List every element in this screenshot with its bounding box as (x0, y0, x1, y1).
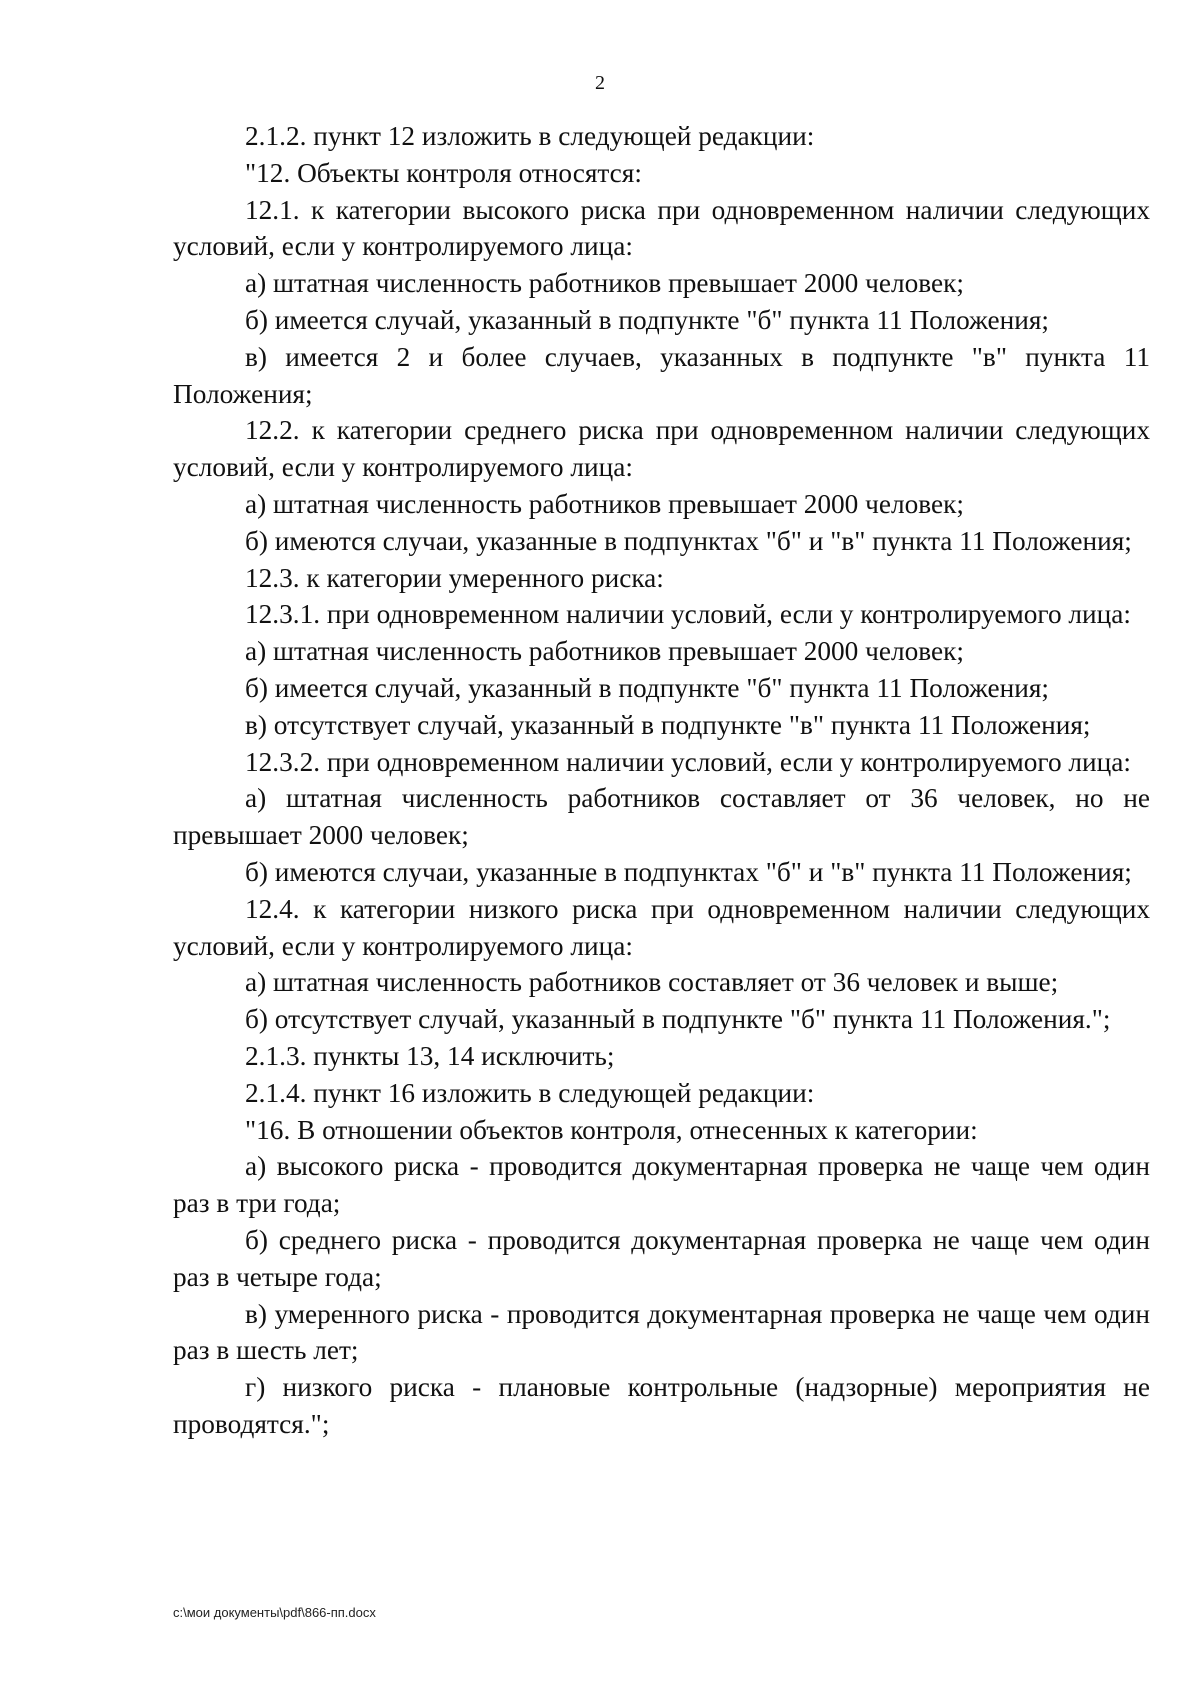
paragraph: б) имеются случаи, указанные в подпунктах "б" и "в" пункта 11 Положения; (245, 856, 1132, 887)
paragraph: в) умеренного риска - проводится документарная проверка не чаще чем один раз в шесть лет; (173, 1298, 1150, 1366)
paragraph: 12.3.2. при одновременном наличии условий, если у контролируемого лица: (245, 746, 1131, 777)
paragraph: б) имеется случай, указанный в подпункте "б" пункта 11 Положения; (245, 672, 1050, 703)
paragraph: 12.3. к категории умеренного риска: (245, 562, 664, 593)
paragraph: "16. В отношении объектов контроля, отнесенных к категории: (245, 1114, 978, 1145)
paragraph: в) имеется 2 и более случаев, указанных в подпункте "в" пункта 11 Положения; (173, 341, 1150, 409)
footer-file-path: c:\мои документы\pdf\866-пп.docx (173, 1605, 376, 1620)
paragraph: б) имеется случай, указанный в подпункте "б" пункта 11 Положения; (245, 304, 1050, 335)
paragraph: 12.4. к категории низкого риска при одновременном наличии следующих условий, если у контролируемого лица: (173, 893, 1150, 961)
paragraph: б) среднего риска - проводится документарная проверка не чаще чем один раз в четыре года; (173, 1224, 1150, 1292)
paragraph: 12.2. к категории среднего риска при одновременном наличии следующих условий, если у контролируемого лица: (173, 415, 1150, 483)
paragraph: б) отсутствует случай, указанный в подпункте "б" пункта 11 Положения."; (245, 1004, 1111, 1035)
paragraph: 2.1.3. пункты 13, 14 исключить; (245, 1040, 615, 1071)
paragraph: а) штатная численность работников превышает 2000 человек; (245, 268, 964, 299)
paragraph: а) высокого риска - проводится документарная проверка не чаще чем один раз в три года; (173, 1151, 1150, 1219)
paragraph: 12.3.1. при одновременном наличии условий, если у контролируемого лица: (245, 599, 1131, 630)
paragraph: а) штатная численность работников составляет от 36 человек и выше; (245, 967, 1059, 998)
paragraph: а) штатная численность работников превышает 2000 человек; (245, 488, 964, 519)
paragraph: "12. Объекты контроля относятся: (245, 157, 642, 188)
paragraph: б) имеются случаи, указанные в подпунктах "б" и "в" пункта 11 Положения; (245, 525, 1132, 556)
document-body (173, 118, 1150, 1443)
paragraph: а) штатная численность работников превышает 2000 человек; (245, 636, 964, 667)
paragraph: а) штатная численность работников составляет от 36 человек, но не превышает 2000 человек; (173, 783, 1150, 851)
paragraph: 12.1. к категории высокого риска при одновременном наличии следующих условий, если у контролируемого лица: (173, 194, 1150, 262)
paragraph: в) отсутствует случай, указанный в подпункте "в" пункта 11 Положения; (245, 709, 1091, 740)
paragraph: г) низкого риска - плановые контрольные (надзорные) мероприятия не проводятся."; (173, 1372, 1150, 1439)
paragraph: 2.1.4. пункт 16 изложить в следующей редакции: (245, 1077, 815, 1108)
paragraph: 2.1.2. пункт 12 изложить в следующей редакции: (245, 121, 815, 151)
page-number: 2 (595, 72, 605, 94)
